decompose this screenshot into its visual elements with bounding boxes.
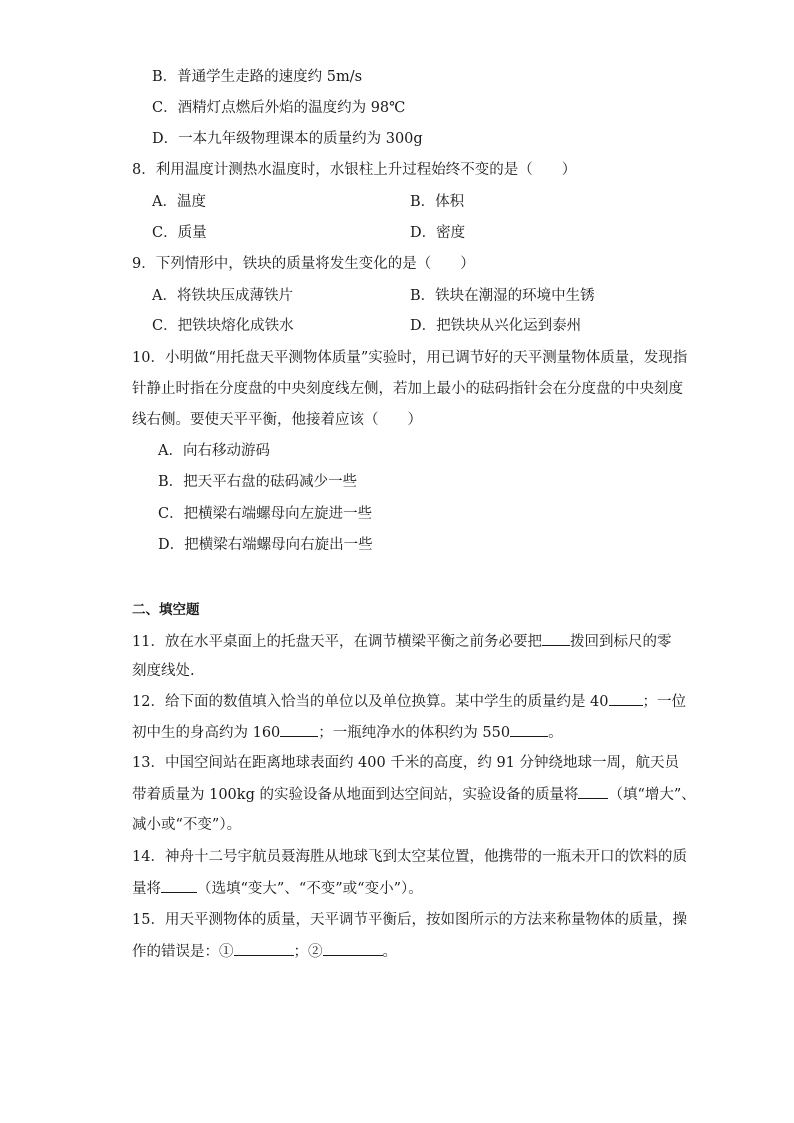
question-12-text-c: 初中生的身高约为 160 (132, 725, 281, 741)
question-14-text-a: 量将 (132, 881, 161, 897)
question-8-stem: 8．利用温度计测热水温度时，水银柱上升过程始终不变的是（ ） (132, 162, 577, 178)
answer-blank[interactable] (542, 631, 570, 646)
question-11-text-b: 拨回到标尺的零 (569, 634, 672, 650)
question-14-line-1: 14．神舟十二号宇航员聂海胜从地球飞到太空某位置，他携带的一瓶未开口的饮料的质 (132, 849, 687, 865)
question-15-text-b: ；② (293, 944, 323, 960)
question-10-line-3: 线右侧。要使天平平衡，他接着应该（ ） (132, 412, 422, 428)
question-9-stem: 9．下列情形中，铁块的质量将发生变化的是（ ） (132, 256, 475, 272)
question-12-text-d: ；一瓶纯净水的体积约为 550 (318, 725, 511, 741)
question-15-text-a: 作的错误是：① (132, 944, 234, 960)
question-10-option-c: C．把横梁右端螺母向左旋进一些 (158, 506, 373, 522)
answer-blank[interactable] (323, 941, 383, 956)
question-12-text-e: 。 (548, 725, 563, 741)
question-8-option-a: A．温度 (152, 194, 206, 210)
question-13-text-a: 带着质量为 100kg 的实验设备从地面到达空间站，实验设备的质量将 (132, 787, 579, 803)
question-10-line-2: 针静止时指在分度盘的中央刻度线左侧，若加上最小的砝码指针会在分度盘的中央刻度 (132, 381, 683, 397)
answer-blank[interactable] (578, 784, 608, 799)
question-8-option-d: D．密度 (410, 225, 466, 241)
question-13-line-1: 13．中国空间站在距离地球表面约 400 千米的高度，约 91 分钟绕地球一周，航天员 (132, 755, 680, 771)
question-13-text-b: （填“增大”、 (608, 787, 696, 803)
question-10-option-b: B．把天平右盘的砝码减少一些 (158, 474, 358, 490)
question-11-line-2: 刻度线处. (132, 663, 195, 679)
question-15-line-2 (132, 941, 397, 962)
question-10-line-1: 10．小明做“用托盘天平测物体质量”实验时，用已调节好的天平测量物体质量，发现指 (132, 350, 688, 366)
question-8-option-c: C．质量 (152, 225, 207, 241)
question-11-text-a: 11．放在水平桌面上的托盘天平，在调节横梁平衡之前务必要把 (132, 634, 542, 650)
question-15-line-1: 15．用天平测物体的质量，天平调节平衡后，按如图所示的方法来称量物体的质量，操 (132, 912, 687, 928)
answer-blank[interactable] (161, 878, 197, 893)
answer-blank[interactable] (609, 691, 643, 706)
question-9-option-d: D．把铁块从兴化运到泰州 (410, 318, 582, 334)
question-9-option-a: A．将铁块压成薄铁片 (152, 288, 293, 304)
question-14-text-b: （选填“变大”、“不变”或“变小”）。 (197, 881, 423, 897)
question-9-option-b: B．铁块在潮湿的环境中生锈 (410, 288, 595, 304)
question-13-line-3: 减小或“不变”）。 (132, 817, 242, 833)
question-13-line-2 (132, 784, 696, 805)
prev-option-b: B．普通学生走路的速度约 5m/s (152, 69, 363, 85)
question-12-line-1 (132, 691, 686, 712)
question-9-option-c: C．把铁块熔化成铁水 (152, 318, 294, 334)
question-10-option-d: D．把横梁右端螺母向右旋出一些 (158, 537, 373, 553)
question-11-line-1 (132, 631, 671, 652)
answer-blank[interactable] (234, 941, 294, 956)
question-12-text-b: ；一位 (642, 694, 687, 710)
section-heading-fill-in: 二、填空题 (132, 602, 200, 618)
question-14-line-2 (132, 878, 423, 899)
question-10-option-a: A．向右移动游码 (158, 443, 270, 459)
question-12-line-2 (132, 722, 563, 743)
prev-option-d: D．一本九年级物理课本的质量约为 300g (152, 131, 423, 147)
question-12-text-a: 12．给下面的数值填入恰当的单位以及单位换算。某中学生的质量约是 40 (132, 694, 609, 710)
question-8-option-b: B．体积 (410, 194, 465, 210)
answer-blank[interactable] (510, 722, 548, 737)
answer-blank[interactable] (280, 722, 318, 737)
question-15-text-c: 。 (382, 944, 397, 960)
prev-option-c: C．酒精灯点燃后外焰的温度约为 98℃ (152, 100, 406, 116)
